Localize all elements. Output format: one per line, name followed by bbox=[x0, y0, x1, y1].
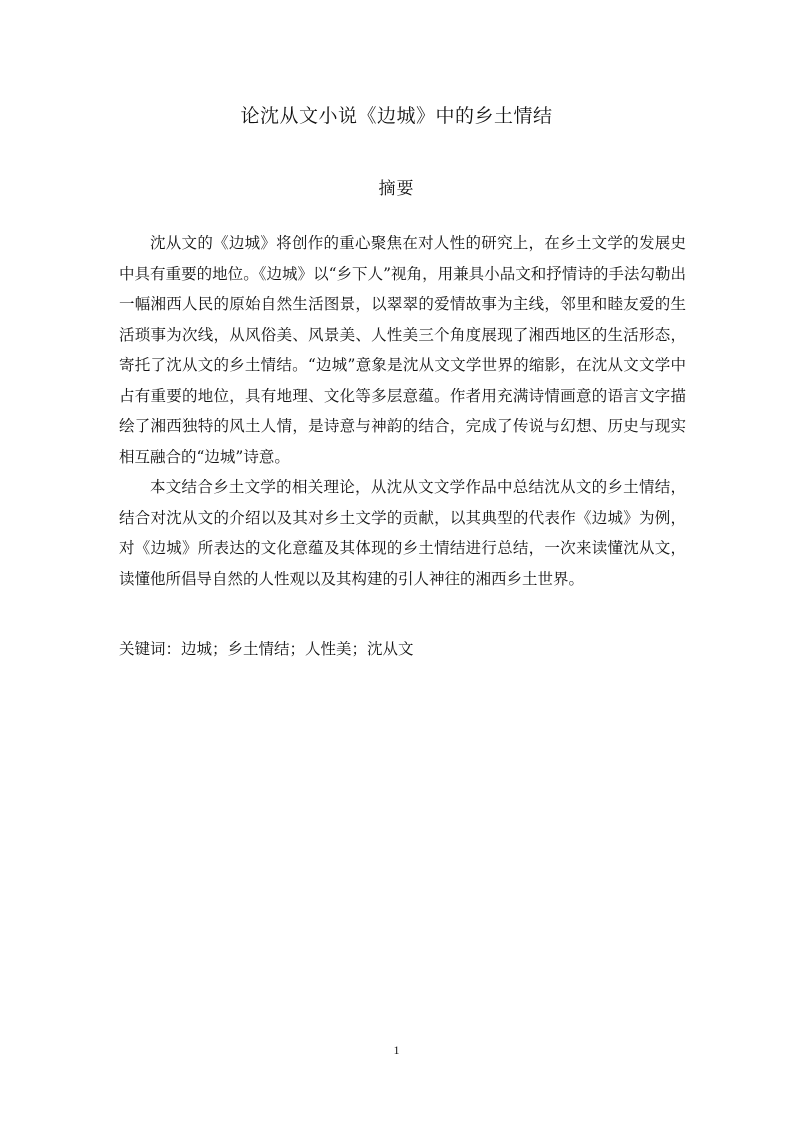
page-number: 1 bbox=[393, 1043, 400, 1057]
abstract-paragraph-2: 本文结合乡土文学的相关理论，从沈从文文学作品中总结沈从文的乡土情结，结合对沈从文的介绍以及其对乡土文学的贡献，以其典型的代表作《边城》为例，对《边城》所表达的文化意蕴及其体现的乡土情结进行总结，一次来读懂沈从文，读懂他所倡导自然的人性观以及其构建的引人神往的湘西乡土世界。 bbox=[119, 478, 686, 588]
document-title: 论沈从文小说《边城》中的乡土情结 bbox=[240, 105, 553, 127]
abstract-body bbox=[119, 228, 686, 594]
keywords-label: 关键词： bbox=[119, 640, 182, 658]
abstract-heading: 摘要 bbox=[378, 179, 415, 199]
keywords-value: 边城；乡土情结；人性美；沈从文 bbox=[181, 640, 414, 658]
keywords-line bbox=[119, 635, 686, 663]
abstract-paragraph-1: 沈从文的《边城》将创作的重心聚焦在对人性的研究上，在乡土文学的发展史中具有重要的地位。《边城》以“乡下人”视角，用兼具小品文和抒情诗的手法勾勒出一幅湘西人民的原始自然生活图景，以翠翠的爱情故事为主线，邻里和睦友爱的生活琐事为次线，从风俗美、风景美、人性美三个角度展现了湘西地区的生活形态，寄托了沈从文的乡土情结。“边城”意象是沈从文文学世界的缩影，在沈从文文学中占有重要的地位，具有地理、文化等多层意蕴。作者用充满诗情画意的语言文字描绘了湘西独特的风土人情，是诗意与神韵的结合，完成了传说与幻想、历史与现实相互融合的“边城”诗意。 bbox=[119, 234, 686, 466]
